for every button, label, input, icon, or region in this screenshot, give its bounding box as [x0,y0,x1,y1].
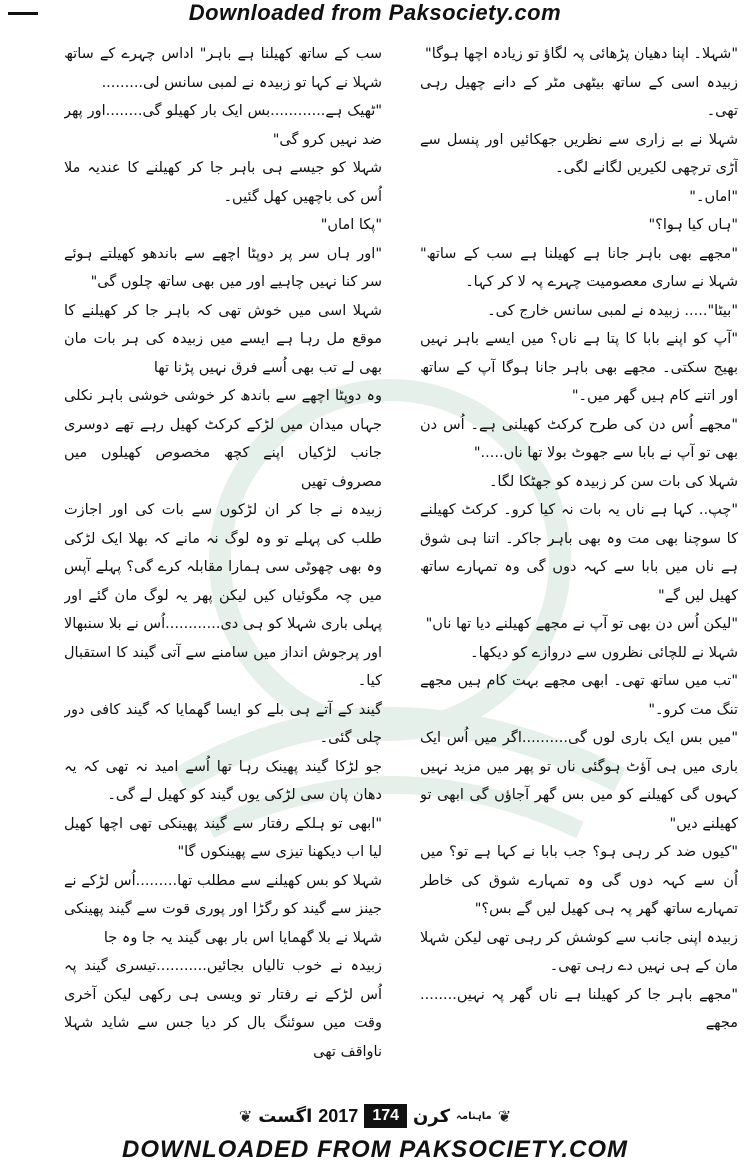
text-paragraph: شہلا نے للچائی نظروں سے دروازے کو دیکھا۔ [470,644,738,661]
text-paragraph: گیند کے آتے ہی بلے کو ایسا گھمایا کہ گیند کافی دور چلی گئی۔ [64,701,382,746]
text-paragraph: "مجھے اُس دن کی طرح کرکٹ کھیلنی ہے۔ اُس دن بھی تو آپ نے بابا سے جھوٹ بولا تھا ناں....." [420,416,738,461]
footer-ornament-left: ❦ [238,1106,253,1126]
text-paragraph: زبیدہ نے خوب تالیاں بجائیں...........تیسری گیند پہ اُس لڑکے نے رفتار تو ویسی ہی رکھی لیکن آخری وقت میں سوئنگ بال کر دیا جس سے شاید شہلا ناواقف تھی [64,958,382,1060]
text-paragraph: "مجھے باہر جا کر کھیلنا ہے ناں گھر پہ نہیں........ مجھے [420,986,738,1031]
column-right [420,40,738,1080]
text-paragraph: "ابھی تو ہلکے رفتار سے گیند پھینکی تھی اچھا کھیل لیا اب دیکھنا تیزی سے پھینکوں گا" [64,815,382,860]
text-paragraph: "بیٹا"..... زبیدہ نے لمبی سانس خارج کی۔ [487,302,738,319]
text-paragraph: زبیدہ اپنی جانب سے کوشش کر رہی تھی لیکن شہلا مان کے ہی نہیں دے رہی تھی۔ [420,929,738,974]
column-left [64,40,382,1080]
text-paragraph: "شہلا۔ اپنا دھیان پڑھائی پہ لگاؤ تو زیادہ اچھا ہوگا" [425,46,738,62]
text-paragraph: زبیدہ نے جا کر ان لڑکوں سے بات کی اور اجازت طلب کی پہلے تو وہ لوگ نہ مانے کہ بھلا ایک لڑکی وہ بھی چھوٹی سی ہمارا مقابلہ کرے گی؟ پہلے آپس میں چہ مگوئیاں کیں لیکن پھر یہ لوگ مان گئے اور پہلی باری شہلا کو ہی دی............اُس نے بلا سنبھالا اور پرجوش انداز میں سامنے سے آتی گیند کا استقبال کیا۔ [64,502,382,689]
text-paragraph: شہلا نے بے زاری سے نظریں جھکائیں اور پنسل سے آڑی ترچھی لکیریں لگانے لگی۔ [420,131,738,176]
footer-year: 2017 [318,1105,359,1126]
footer-magazine-prefix: ماہنامہ [456,1110,492,1122]
header-watermark: Downloaded from Paksociety.com [188,0,562,25]
page-number: 174 [364,1104,407,1128]
text-paragraph: شہلا اسی میں خوش تھی کہ باہر جا کر کھیلنے کا موقع مل رہا ہے ایسے میں زبیدہ کی ہر بات مان بھی لے تب بھی اُسے فرق نہیں پڑنا تھا [64,302,382,376]
footer-month: اگست [258,1105,313,1127]
text-paragraph: "تب میں ساتھ تھی۔ ابھی مجھے بہت کام ہیں مجھے تنگ مت کرو۔" [420,673,738,718]
text-paragraph: جو لڑکا گیند پھینک رہا تھا اُسے امید نہ تھی کہ یہ دھان پان سی لڑکی یوں گیند کو کھیل لے گی۔ [64,758,382,803]
text-paragraph: سب کے ساتھ کھیلنا ہے باہر" اداس چہرے کے ساتھ شہلا نے کہا تو زبیدہ نے لمبی سانس لی......... [64,46,382,91]
text-paragraph: "چپ.. کہا ہے ناں یہ بات نہ کیا کرو۔ کرکٹ کھیلنے کا سوچنا بھی مت وہ بھی باہر جاکر۔ اتنا ہی شوق ہے ناں میں بابا سے کہہ دوں گی وہ تمہارے ساتھ کھیل لیں گے" [420,502,738,604]
text-paragraph: "ٹھیک ہے............بس ایک بار کھیلو گی........اور پھر ضد نہیں کرو گی" [64,103,382,148]
text-paragraph: "پکا اماں" [320,217,382,233]
footer-download-banner: DOWNLOADED FROM PAKSOCIETY.COM [121,1136,628,1163]
text-paragraph: شہلا کی بات سن کر زبیدہ کو جھٹکا لگا۔ [488,473,738,490]
text-paragraph: "لیکن اُس دن بھی تو آپ نے مجھے کھیلنے دیا تھا ناں" [425,616,738,632]
footer-ornament-right: ❦ [497,1106,512,1126]
page-footer [0,1098,750,1134]
text-paragraph: "مجھے بھی باہر جانا ہے کھیلنا ہے سب کے ساتھ" شہلا نے ساری معصومیت چہرے پہ لا کر کہا۔ [420,245,738,290]
text-paragraph: "اماں۔" [689,188,738,205]
text-paragraph: "میں بس ایک باری لوں گی..........اگر میں اُس ایک باری میں ہی آؤٹ ہوگئی ناں تو پھر میں مزید نہیں کہوں گی کھیلنے کو میں بس گھر آجاؤں گی ابھی تو کھیلنے دیں" [420,730,738,832]
text-paragraph: شہلا کو جیسے ہی باہر جا کر کھیلنے کا عندیہ ملا اُس کی باچھیں کھل گئیں۔ [64,160,382,205]
text-paragraph: "کیوں ضد کر رہی ہو؟ جب بابا نے کہا ہے تو؟ میں اُن سے کہہ دوں گی وہ تمہارے شوق کی خاطر تمہارے ساتھ گھر پہ ہی کھیل لیں گے بس؟" [420,844,738,917]
footer-magazine-name: کرن [413,1105,451,1127]
text-paragraph: "آپ کو اپنے بابا کا پتا ہے ناں؟ میں ایسے باہر نہیں بھیج سکتی۔ مجھے بھی باہر جانا ہوگا آپ کے ساتھ اور اتنے کام ہیں گھر میں۔" [420,331,738,404]
text-paragraph: زبیدہ اسی کے ساتھ بیٹھی مٹر کے دانے چھیل رہی تھی۔ [420,74,738,119]
text-paragraph: شہلا کو بس کھیلنے سے مطلب تھا.........اُس لڑکے نے جینز سے گیند کو رگڑا اور پوری قوت سے گیند پھینکی شہلا نے بلا گھمایا اس بار بھی گیند یہ جا وہ جا [64,872,382,946]
text-paragraph: "ہاں کیا ہوا؟" [648,217,738,233]
text-paragraph: وہ دوپٹا اچھے سے باندھ کر خوشی خوشی باہر نکلی جہاں میدان میں لڑکے کرکٹ کھیل رہے تھے دوسری جانب لڑکیاں اپنے کچھ مخصوص کھیلوں میں مصروف تھیں [64,388,382,490]
text-paragraph: "اور ہاں سر پر دوپٹا اچھے سے باندھو کھیلتے ہوئے سر کنا نہیں چاہیے اور میں بھی ساتھ چلوں گی" [64,245,382,290]
